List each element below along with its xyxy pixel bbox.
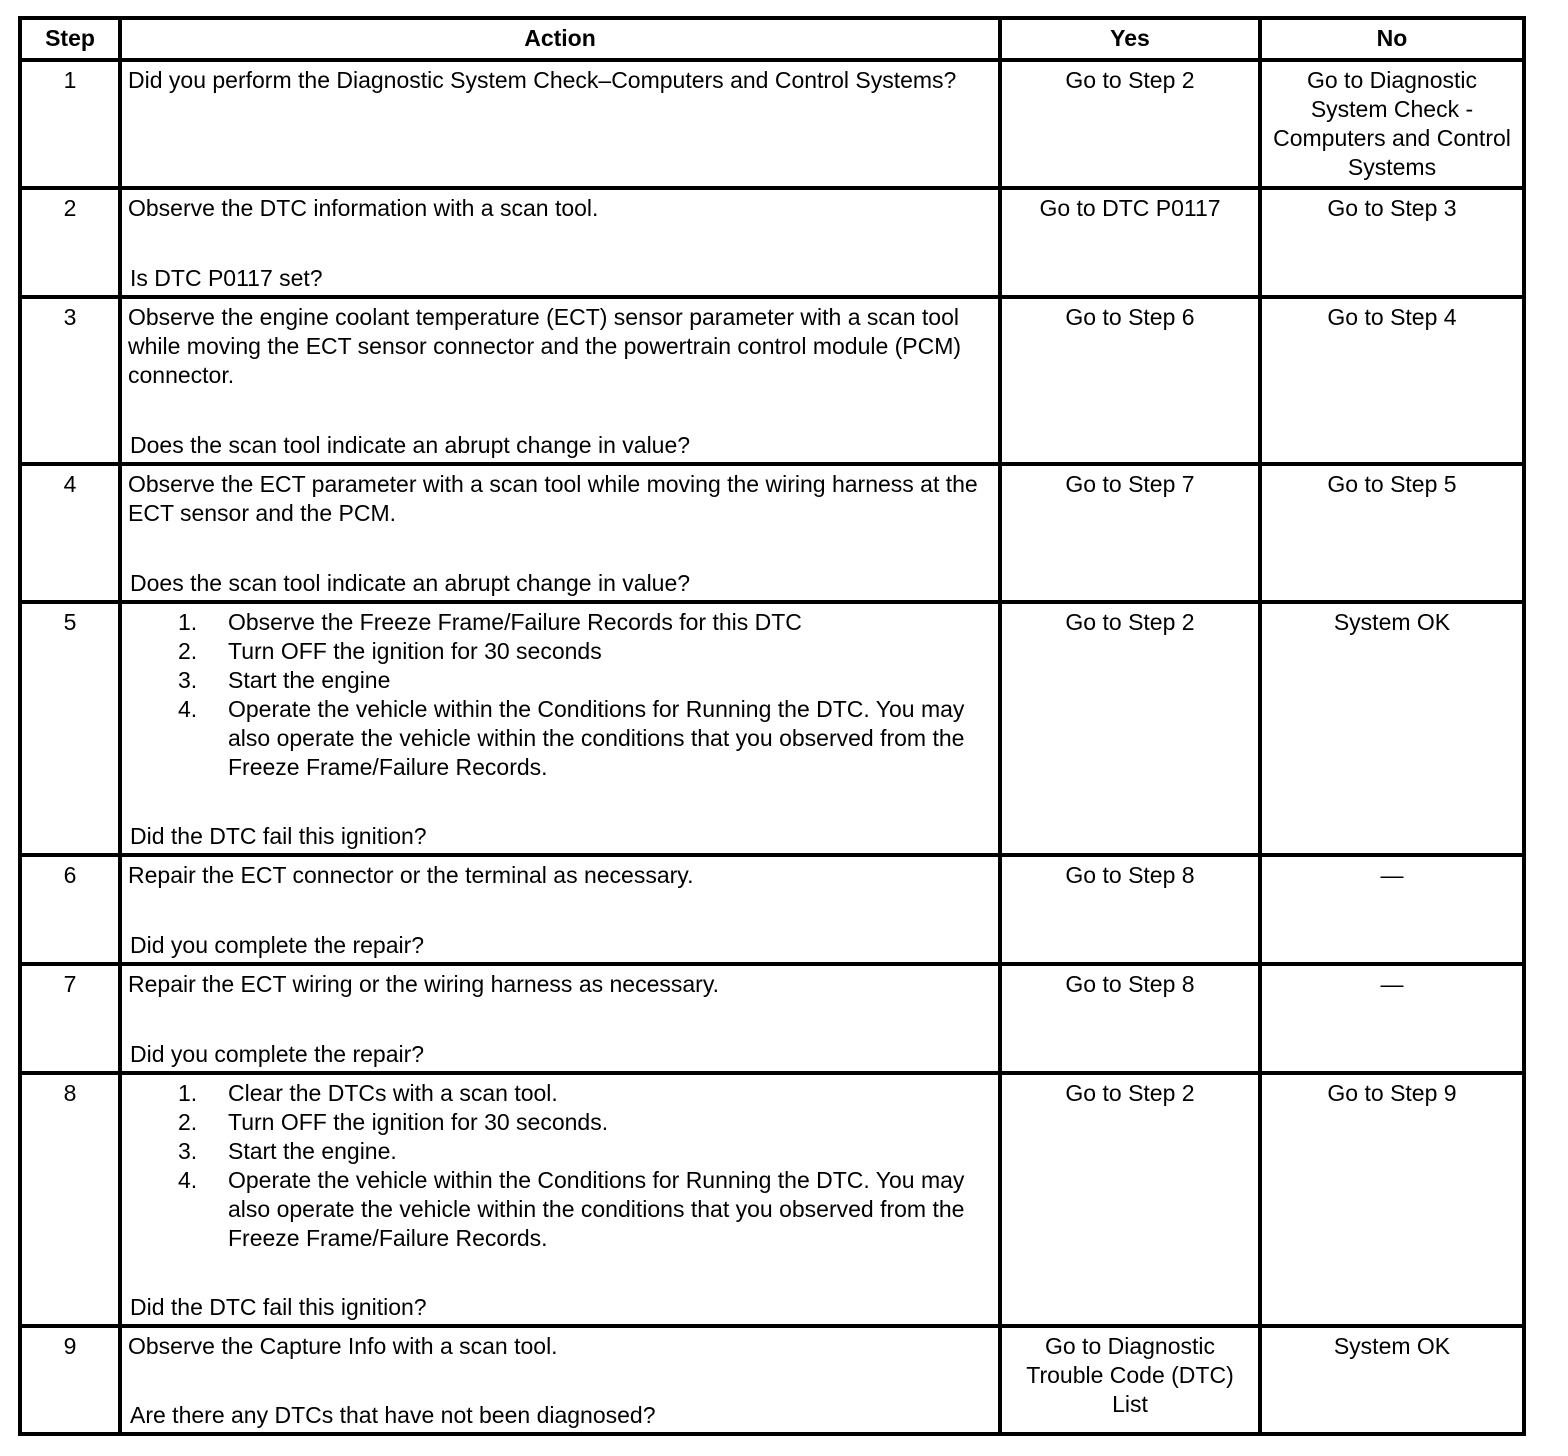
no-cell: — bbox=[1260, 855, 1524, 964]
yes-cell: Go to Step 8 bbox=[1000, 855, 1260, 964]
table-row bbox=[20, 1073, 1524, 1326]
step-number: 8 bbox=[20, 1073, 120, 1326]
no-cell: System OK bbox=[1260, 1326, 1524, 1434]
table-row bbox=[20, 188, 1524, 297]
action-question: Did the DTC fail this ignition? bbox=[130, 823, 427, 849]
yes-cell: Go to Step 8 bbox=[1000, 964, 1260, 1073]
action-question: Does the scan tool indicate an abrupt change in value? bbox=[130, 432, 691, 458]
step-number: 3 bbox=[20, 297, 120, 464]
procedure-list bbox=[128, 608, 992, 782]
action-question: Does the scan tool indicate an abrupt change in value? bbox=[130, 570, 691, 596]
no-cell: — bbox=[1260, 964, 1524, 1073]
action-prompt: Repair the ECT wiring or the wiring harness as necessary. bbox=[128, 971, 720, 997]
yes-cell: Go to Step 7 bbox=[1000, 464, 1260, 602]
no-cell: Go to Step 4 bbox=[1260, 297, 1524, 464]
action-question: Is DTC P0117 set? bbox=[130, 265, 323, 291]
list-text: Turn OFF the ignition for 30 seconds. bbox=[228, 1109, 609, 1135]
yes-cell: Go to Step 2 bbox=[1000, 1073, 1260, 1326]
list-text: Start the engine. bbox=[228, 1138, 397, 1164]
list-item bbox=[178, 1079, 992, 1108]
table-row bbox=[20, 60, 1524, 188]
no-cell: Go to Step 9 bbox=[1260, 1073, 1524, 1326]
step-number: 1 bbox=[20, 60, 120, 188]
header-step: Step bbox=[20, 18, 120, 60]
table-row bbox=[20, 855, 1524, 964]
step-number: 7 bbox=[20, 964, 120, 1073]
yes-cell: Go to Step 2 bbox=[1000, 60, 1260, 188]
diagnostic-table bbox=[18, 16, 1526, 1436]
header-action: Action bbox=[120, 18, 1000, 60]
procedure-list bbox=[128, 1079, 992, 1253]
list-text: Start the engine bbox=[228, 667, 391, 693]
yes-cell: Go to Step 6 bbox=[1000, 297, 1260, 464]
action-cell bbox=[120, 297, 1000, 464]
list-text: Observe the Freeze Frame/Failure Records for this DTC bbox=[228, 609, 802, 635]
action-cell bbox=[120, 964, 1000, 1073]
action-prompt: Did you perform the Diagnostic System Check–Computers and Control Systems? bbox=[128, 67, 957, 93]
no-cell: Go to Step 3 bbox=[1260, 188, 1524, 297]
list-item bbox=[178, 1137, 992, 1166]
table-row bbox=[20, 1326, 1524, 1434]
table-row bbox=[20, 964, 1524, 1073]
list-number: 3. bbox=[178, 667, 198, 693]
list-text: Clear the DTCs with a scan tool. bbox=[228, 1080, 558, 1106]
action-question: Did the DTC fail this ignition? bbox=[130, 1294, 427, 1320]
no-cell: Go to Diagnostic System Check - Computers and Control Systems bbox=[1260, 60, 1524, 188]
list-item bbox=[178, 666, 992, 695]
step-number: 5 bbox=[20, 602, 120, 855]
list-number: 1. bbox=[178, 1080, 198, 1106]
list-number: 2. bbox=[178, 638, 198, 664]
header-yes: Yes bbox=[1000, 18, 1260, 60]
action-cell bbox=[120, 1326, 1000, 1434]
header-row bbox=[20, 18, 1524, 60]
yes-cell: Go to Step 2 bbox=[1000, 602, 1260, 855]
action-question: Did you complete the repair? bbox=[130, 932, 425, 958]
no-cell: System OK bbox=[1260, 602, 1524, 855]
table-row bbox=[20, 464, 1524, 602]
list-text: Turn OFF the ignition for 30 seconds bbox=[228, 638, 602, 664]
list-text: Operate the vehicle within the Conditions for Running the DTC. You may also operate the vehicle within the conditions that you observed from the Freeze Frame/Failure Records. bbox=[228, 1167, 965, 1251]
action-cell bbox=[120, 188, 1000, 297]
action-question: Did you complete the repair? bbox=[130, 1041, 425, 1067]
yes-cell: Go to DTC P0117 bbox=[1000, 188, 1260, 297]
action-cell bbox=[120, 1073, 1000, 1326]
action-prompt: Observe the ECT parameter with a scan tool while moving the wiring harness at the ECT sensor and the PCM. bbox=[128, 471, 978, 526]
list-item bbox=[178, 1166, 992, 1253]
action-prompt: Repair the ECT connector or the terminal as necessary. bbox=[128, 862, 694, 888]
action-prompt: Observe the Capture Info with a scan tool. bbox=[128, 1333, 558, 1359]
list-number: 4. bbox=[178, 696, 198, 722]
table-row bbox=[20, 297, 1524, 464]
action-cell bbox=[120, 602, 1000, 855]
list-number: 1. bbox=[178, 609, 198, 635]
list-item bbox=[178, 695, 992, 782]
list-number: 2. bbox=[178, 1109, 198, 1135]
action-cell bbox=[120, 464, 1000, 602]
list-item bbox=[178, 637, 992, 666]
step-number: 6 bbox=[20, 855, 120, 964]
list-text: Operate the vehicle within the Conditions for Running the DTC. You may also operate the vehicle within the conditions that you observed from the Freeze Frame/Failure Records. bbox=[228, 696, 965, 780]
list-item bbox=[178, 1108, 992, 1137]
action-question: Are there any DTCs that have not been diagnosed? bbox=[130, 1402, 656, 1428]
yes-cell: Go to Diagnostic Trouble Code (DTC) List bbox=[1000, 1326, 1260, 1434]
list-number: 4. bbox=[178, 1167, 198, 1193]
no-cell: Go to Step 5 bbox=[1260, 464, 1524, 602]
action-cell bbox=[120, 60, 1000, 188]
action-prompt: Observe the DTC information with a scan tool. bbox=[128, 195, 599, 221]
step-number: 4 bbox=[20, 464, 120, 602]
step-number: 2 bbox=[20, 188, 120, 297]
list-item bbox=[178, 608, 992, 637]
action-prompt: Observe the engine coolant temperature (ECT) sensor parameter with a scan tool while moving the ECT sensor connector and the powertrain control module (PCM) connector. bbox=[128, 304, 962, 388]
list-number: 3. bbox=[178, 1138, 198, 1164]
header-no: No bbox=[1260, 18, 1524, 60]
step-number: 9 bbox=[20, 1326, 120, 1434]
table-row bbox=[20, 602, 1524, 855]
action-cell bbox=[120, 855, 1000, 964]
